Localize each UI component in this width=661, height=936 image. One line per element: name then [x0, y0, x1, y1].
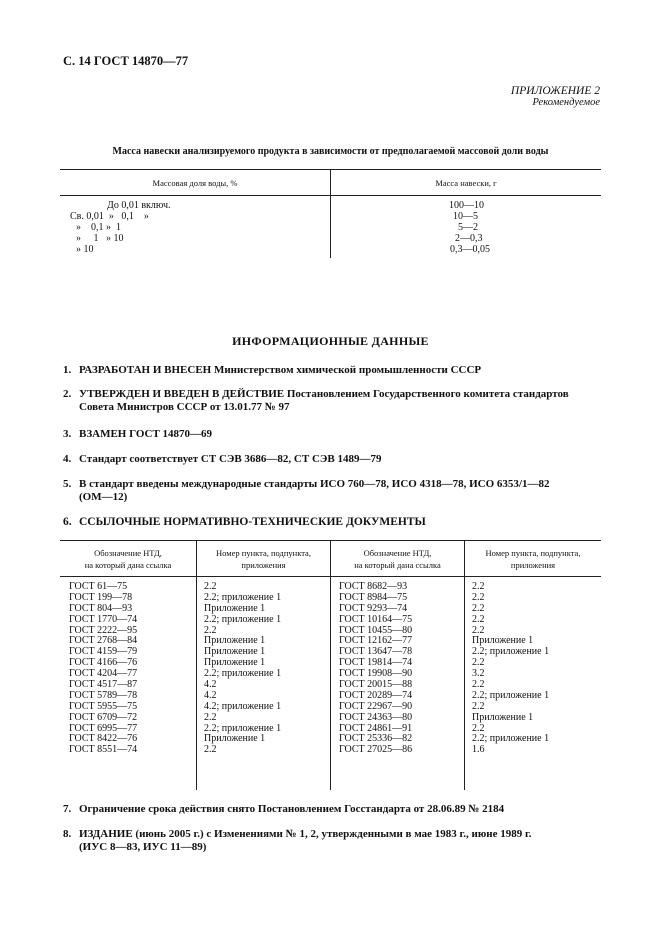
table2-cell: ГОСТ 20289—74: [339, 689, 413, 701]
table2-cell: 2.2; приложение 1: [472, 689, 550, 701]
table2-cell: 2.2: [472, 613, 485, 625]
table1-cell: 5—2: [458, 222, 478, 233]
table1-cell: Св. 0,01 » 0,1 »: [70, 211, 149, 222]
info-item: 7. Ограничение срока действия снято Постановлением Госстандарта от 28.06.89 № 2184: [63, 803, 505, 815]
table2-cell: 2.2: [204, 711, 217, 723]
info-item: 4. Стандарт соответствует СТ СЭВ 3686—82, СТ СЭВ 1489—79: [63, 453, 382, 465]
table2-cell: ГОСТ 22967—90: [339, 700, 413, 712]
table2-divider: [464, 540, 465, 790]
info-item: 3. ВЗАМЕН ГОСТ 14870—69: [63, 428, 213, 440]
table2-cell: 2.2: [204, 624, 217, 636]
info-item: 1. РАЗРАБОТАН И ВНЕСЕН Министерством химической промышленности СССР: [63, 364, 482, 376]
table2-col-header: Обозначение НТД, на который дана ссылка: [84, 548, 172, 570]
table2-cell: ГОСТ 8422—76: [69, 733, 138, 745]
info-item: 5. В стандарт введены международные стандарты ИСО 760—78, ИСО 4318—78, ИСО 6353/1—82 (ОМ—12): [63, 478, 550, 503]
table2-cell: ГОСТ 25336—82: [339, 733, 413, 745]
table2-cell: Приложение 1: [204, 657, 266, 669]
table1-title: Масса навески анализируемого продукта в зависимости от предполагаемой массовой доли воды: [112, 146, 549, 157]
table2-cell: 2.2; приложение 1: [472, 733, 550, 745]
info-item: 2. УТВЕРЖДЕН И ВВЕДЕН В ДЕЙСТВИЕ Постановлением Государственного комитета стандартов Совета Министров СССР от 13.01.77 № 97: [63, 388, 569, 413]
table2-cell: 2.2: [472, 722, 485, 734]
table2-cell: ГОСТ 199—78: [69, 591, 133, 603]
table1-cell: 0,3—0,05: [450, 244, 490, 255]
table2-cell: ГОСТ 12162—77: [339, 635, 413, 647]
appendix-label: [511, 85, 600, 109]
table2-cell: 1.6: [472, 744, 485, 756]
table1-col-header: Масса навески, г: [435, 178, 497, 188]
table1-cell: » 0,1 » 1: [76, 222, 121, 233]
table2-cell: Приложение 1: [472, 711, 534, 723]
table2-cell: ГОСТ 9293—74: [339, 602, 408, 614]
table2-cell: ГОСТ 2222—95: [69, 624, 138, 636]
table2-divider: [196, 540, 197, 790]
table2-cell: 2.2: [204, 581, 217, 592]
table2-cell: ГОСТ 4159—79: [69, 646, 138, 658]
table2-cell: ГОСТ 2768—84: [69, 635, 138, 647]
table2-cell: ГОСТ 8551—74: [69, 744, 138, 756]
table2-cell: ГОСТ 4517—87: [69, 679, 138, 691]
table2-cell: 2.2: [204, 744, 217, 756]
table1-cell: » 1 » 10: [76, 233, 124, 244]
table1-cell: 10—5: [453, 211, 478, 222]
table2-cell: 4.2: [204, 679, 217, 691]
table2-column: [69, 582, 137, 756]
table2-cell: ГОСТ 20015—88: [339, 679, 413, 691]
table2-cell: 2.2: [472, 602, 485, 614]
table2-cell: ГОСТ 804—93: [69, 602, 133, 614]
table2-cell: ГОСТ 27025—86: [339, 744, 413, 756]
table2-cell: ГОСТ 5789—78: [69, 689, 138, 701]
table1-cell: До 0,01 включ.: [107, 200, 171, 211]
info-item: 6. ССЫЛОЧНЫЕ НОРМАТИВНО-ТЕХНИЧЕСКИЕ ДОКУМЕНТЫ: [63, 516, 426, 528]
table2-cell: 4.2: [204, 689, 217, 701]
table2-cell: ГОСТ 8682—93: [339, 581, 408, 592]
table2-col-header: Номер пункта, подпункта, приложения: [485, 548, 581, 570]
table2-cell: 2.2: [472, 624, 485, 636]
table2-column: [204, 582, 281, 756]
table2-cell: Приложение 1: [204, 635, 266, 647]
appendix-status: Рекомендуемое: [532, 97, 600, 108]
table2-cell: Приложение 1: [472, 635, 534, 647]
table2-cell: ГОСТ 6709—72: [69, 711, 138, 723]
table2-cell: ГОСТ 19814—74: [339, 657, 413, 669]
page-reference: С. 14 ГОСТ 14870—77: [63, 54, 189, 68]
table2-col-header: Номер пункта, подпункта, приложения: [216, 548, 311, 570]
table1-cell: » 10: [76, 244, 94, 255]
table2-cell: 2.2; приложение 1: [472, 646, 550, 658]
table2-cell: Приложение 1: [204, 733, 266, 745]
table2-cell: Приложение 1: [204, 602, 266, 614]
table2-divider: [330, 540, 331, 790]
table2-cell: 2.2; приложение 1: [204, 668, 282, 680]
table2-cell: 2.2; приложение 1: [204, 722, 282, 734]
table2-cell: 2.2: [472, 657, 485, 669]
table2-column: [339, 582, 412, 756]
table2-cell: Приложение 1: [204, 646, 266, 658]
table2-cell: 2.2; приложение 1: [204, 591, 282, 603]
table2-cell: ГОСТ 1770—74: [69, 613, 138, 625]
table2-cell: 2.2: [472, 700, 485, 712]
table2-cell: 3.2: [472, 668, 485, 680]
table2-column: [472, 582, 549, 756]
table2-cell: 2.2; приложение 1: [204, 613, 282, 625]
table2-cell: ГОСТ 10164—75: [339, 613, 413, 625]
table2-cell: 2.2: [472, 591, 485, 603]
info-item: 8. ИЗДАНИЕ (июнь 2005 г.) с Изменениями № 1, 2, утвержденными в мае 1983 г., июне 1989 г. (ИУС 8—83, ИУС 11—89): [63, 828, 532, 853]
table2-cell: ГОСТ 19908—90: [339, 668, 413, 680]
table2-cell: ГОСТ 24363—80: [339, 711, 413, 723]
table1-cell: 2—0,3: [455, 233, 483, 244]
table2-cell: ГОСТ 6995—77: [69, 722, 138, 734]
table2-cell: ГОСТ 5955—75: [69, 700, 138, 712]
table2-cell: ГОСТ 10455—80: [339, 624, 413, 636]
table2-cell: ГОСТ 13647—78: [339, 646, 413, 658]
table2-col-header: Обозначение НТД, на который дана ссылка: [354, 548, 441, 570]
info-section-title: ИНФОРМАЦИОННЫЕ ДАННЫЕ: [232, 334, 429, 348]
table2-cell: 4.2; приложение 1: [204, 700, 282, 712]
table2-cell: ГОСТ 4166—76: [69, 657, 138, 669]
table2-cell: 2.2: [472, 581, 485, 592]
table2-cell: 2.2: [472, 679, 485, 691]
table1-cell: 100—10: [449, 200, 484, 211]
table2-cell: ГОСТ 8984—75: [339, 591, 408, 603]
table1-col-header: Массовая доля воды, %: [152, 178, 238, 188]
table2-cell: ГОСТ 4204—77: [69, 668, 138, 680]
table2-cell: ГОСТ 61—75: [69, 581, 128, 592]
appendix-title: ПРИЛОЖЕНИЕ 2: [510, 85, 600, 97]
table2-cell: ГОСТ 24861—91: [339, 722, 413, 734]
